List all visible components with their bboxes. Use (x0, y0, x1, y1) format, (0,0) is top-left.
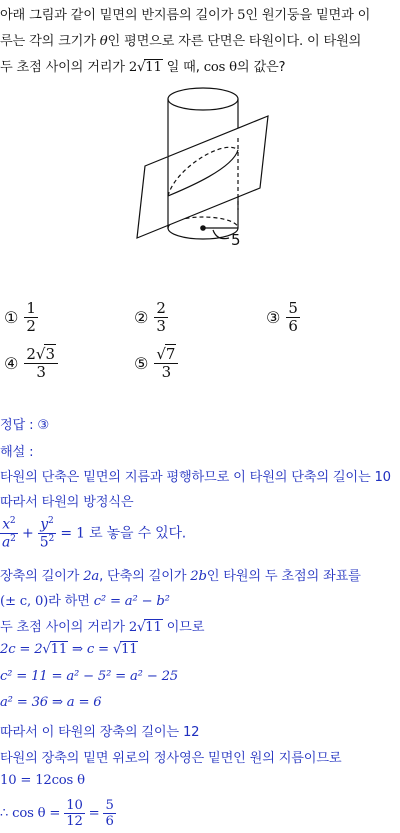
sqrt-expression: √11 (137, 60, 162, 75)
choice-fraction: $\frac{√7}{3}$ (154, 346, 178, 382)
theta-symbol: θ (99, 34, 108, 49)
question-text: 두 초점 사이의 거리가 (0, 60, 129, 75)
cutting-plane (137, 116, 268, 238)
question-line-3 (0, 56, 285, 75)
choice-mark: ① (4, 308, 19, 328)
radius-label: 5 (231, 231, 241, 249)
question-text: 루는 각의 크기가 (0, 34, 100, 49)
answer-line (0, 414, 49, 433)
question-text: 인 평면으로 자른 단면은 타원이다. 이 타원의 (107, 34, 362, 49)
question-line-1 (0, 4, 370, 23)
solution-line-12: 10 = 12cos θ (0, 773, 85, 788)
solution-line-13: ∴ cos θ = $\frac{10}{12}$ = $\frac{5}{6}$ (0, 798, 114, 830)
choice-mark: ④ (4, 354, 19, 374)
choice-5[interactable] (134, 346, 178, 382)
sqrt-radicand: 11 (145, 60, 162, 75)
solution-line-1: 타원의 단축은 밑면의 지름과 평행하므로 이 타원의 단축의 길이는 10 (0, 470, 391, 485)
cylinder-figure (0, 78, 400, 278)
solution-line-11: 타원의 장축의 밑면 위로의 정사영은 밑면인 원의 지름이므로 (0, 751, 342, 766)
choice-1[interactable] (4, 300, 38, 336)
radius-value: 5 (237, 8, 246, 23)
question-text: 일 때, (162, 60, 204, 75)
answer-value: ③ (37, 418, 49, 433)
choice-3[interactable] (266, 300, 300, 336)
cylinder-top-ellipse (168, 88, 238, 110)
choice-4[interactable] (4, 346, 58, 382)
solution-line-4: 장축의 길이가 2a, 단축의 길이가 2b인 타원의 두 초점의 좌표를 (0, 569, 361, 584)
question-text: 의 값은? (236, 60, 286, 75)
choice-mark: ③ (266, 308, 281, 328)
choice-mark: ② (134, 308, 149, 328)
solution-line-5: (± c, 0)라 하면 c² = a² − b² (0, 594, 170, 609)
solution-line-7: 2c = 2√11 ⇒ c = √11 (0, 642, 138, 657)
question-text: 아래 그림과 같이 밑면의 반지름의 길이가 (0, 8, 238, 23)
solution-line-8: c² = 11 = a² − 5² = a² − 25 (0, 669, 178, 684)
center-point (200, 225, 206, 231)
solution-label: 해설 : (0, 445, 34, 460)
solution-line-2: 따라서 타원의 방정식은 (0, 495, 134, 510)
answer-label: 정답 : (0, 418, 38, 433)
choice-fraction: $\frac{2}{3}$ (156, 299, 166, 336)
choice-fraction: $\frac{5}{6}$ (288, 299, 298, 336)
choice-fraction: $\frac{1}{2}$ (26, 299, 36, 336)
choice-fraction: $\frac{2√3}{3}$ (24, 346, 58, 382)
solution-line-6: 두 초점 사이의 거리가 2√11 이므로 (0, 620, 205, 635)
choice-mark: ⑤ (134, 354, 149, 374)
solution-line-9: a² = 36 ⇒ a = 6 (0, 695, 102, 710)
choice-2[interactable] (134, 300, 168, 336)
solution-line-10: 따라서 이 타원의 장축의 길이는 12 (0, 725, 200, 740)
question-line-2 (0, 30, 361, 49)
distance-coef: 2 (128, 60, 138, 75)
ellipse-equation: $\frac{x^2}{a^2}$ + $\frac{y^2}{5^2}$ = 1 로 놓을 수 있다. (2, 516, 187, 551)
cos-theta: cos θ (203, 60, 237, 75)
question-text: 인 원기둥을 밑면과 이 (245, 8, 371, 23)
